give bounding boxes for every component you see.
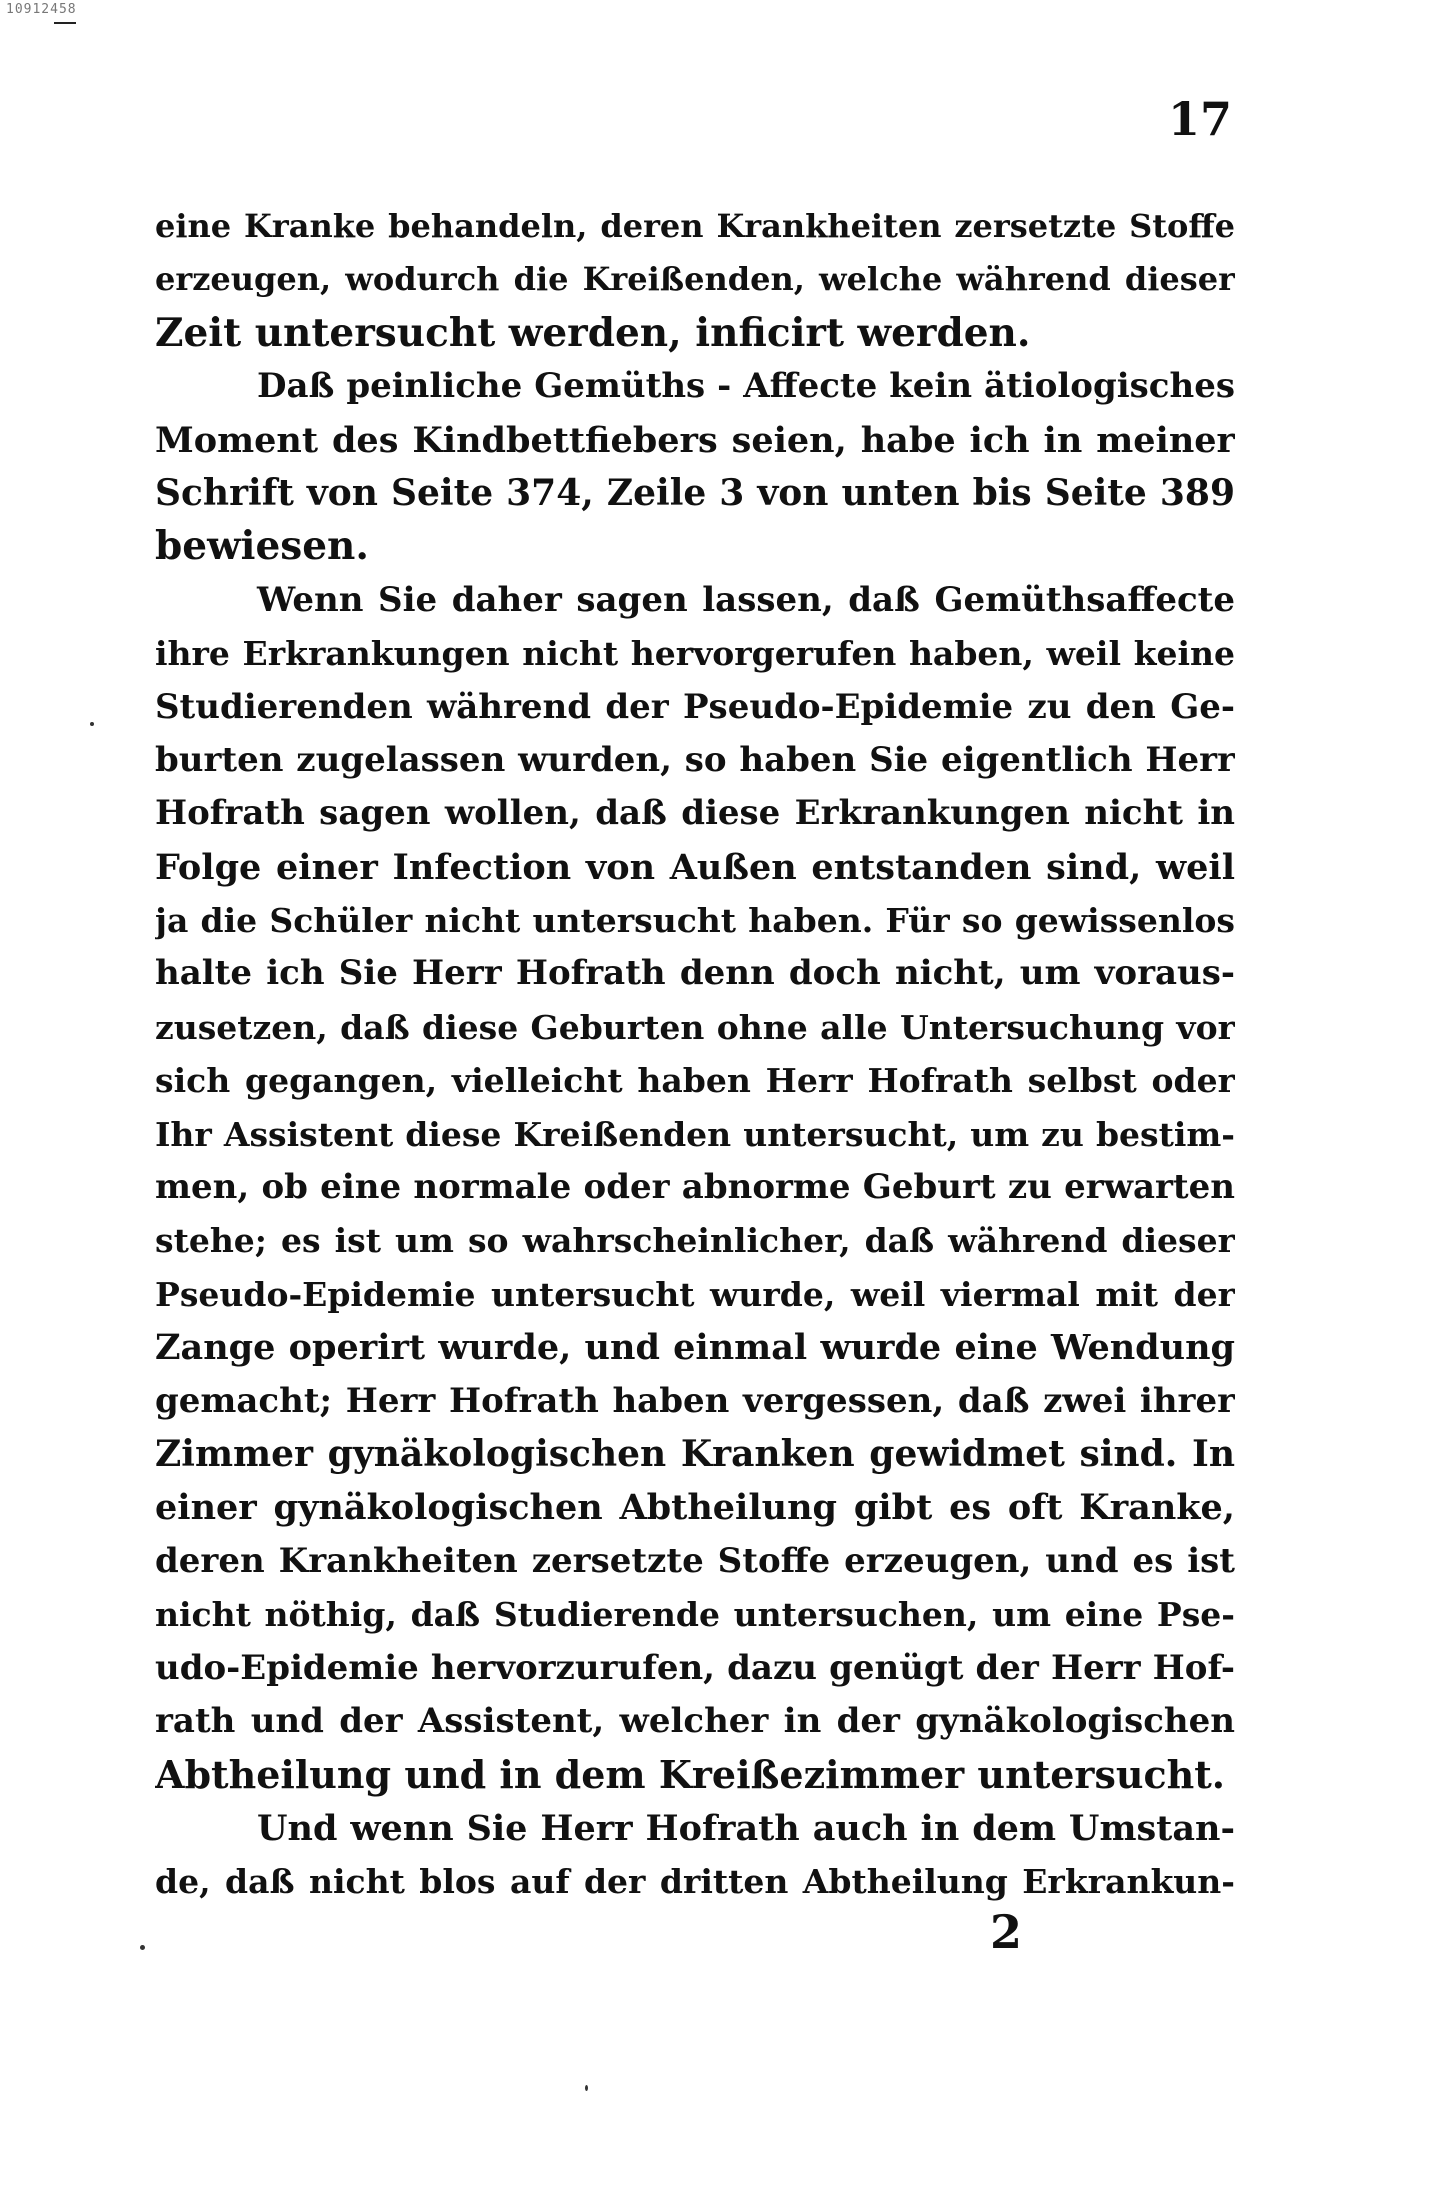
text-line: Moment des Kindbettfiebers seien, habe ich in meiner [155,419,1235,461]
text-line: nicht nöthig, daß Studierende untersuchen, um eine Pse- [155,1595,1235,1635]
ink-speck [90,722,94,726]
text-line: Pseudo-Epidemie untersucht wurde, weil viermal mit der [155,1274,1235,1314]
ink-speck [140,1945,145,1950]
text-line: einer gynäkologischen Abtheilung gibt es oft Kranke, [155,1487,1235,1529]
ink-speck [585,2085,588,2091]
text-line: Zimmer gynäkologischen Kranken gewidmet sind. In [155,1432,1235,1475]
text-line: men, ob eine normale oder abnorme Geburt zu erwarten [155,1167,1235,1208]
text-line: erzeugen, wodurch die Kreißenden, welche während dieser [155,260,1235,299]
text-line: ihre Erkrankungen nicht hervorgerufen haben, weil keine [155,634,1235,674]
text-line: Wenn Sie daher sagen lassen, daß Gemüthsaffecte [257,579,1235,620]
text-line: deren Krankheiten zersetzte Stoffe erzeugen, und es ist [155,1540,1235,1581]
text-line: sich gegangen, vielleicht haben Herr Hofrath selbst oder [155,1061,1235,1101]
page-number: 17 [1167,92,1232,146]
text-line: Schrift von Seite 374, Zeile 3 von unten bis Seite 389 [155,471,1235,514]
text-line: udo-Epidemie hervorzurufen, dazu genügt der Herr Hof- [155,1647,1235,1688]
text-line: Daß peinliche Gemüths - Affecte kein ätiologisches [257,366,1235,407]
text-line: de, daß nicht blos auf der dritten Abtheilung Erkrankun- [155,1862,1235,1902]
text-line: Studierenden während der Pseudo-Epidemie zu den Ge- [155,686,1235,727]
body-text [155,200,1235,1909]
text-line: rath und der Assistent, welcher in der gynäkologischen [155,1700,1235,1741]
text-line: Ihr Assistent diese Kreißenden untersucht, um zu bestim- [155,1114,1235,1154]
text-line: zusetzen, daß diese Geburten ohne alle Untersuchung vor [155,1007,1235,1047]
signature-mark: 2 [990,1905,1023,1959]
text-line: halte ich Sie Herr Hofrath denn doch nicht, um voraus- [155,953,1235,994]
text-line: Folge einer Infection von Außen entstanden sind, weil [155,846,1235,888]
text-line: Und wenn Sie Herr Hofrath auch in dem Umstan- [257,1807,1235,1849]
text-line: Abtheilung und in dem Kreißezimmer untersucht. [155,1752,1226,1798]
text-line: bewiesen. [155,523,369,570]
text-line: ja die Schüler nicht untersucht haben. Für so gewissenlos [155,901,1235,941]
text-line: Zange operirt wurde, und einmal wurde eine Wendung [155,1327,1235,1369]
text-line: Zeit untersucht werden, inficirt werden. [155,309,1031,356]
text-line: stehe; es ist um so wahrscheinlicher, daß während dieser [155,1221,1235,1261]
text-line: eine Kranke behandeln, deren Krankheiten zersetzte Stoffe [155,207,1235,245]
text-line: Hofrath sagen wollen, daß diese Erkrankungen nicht in [155,793,1235,834]
text-line: burten zugelassen wurden, so haben Sie eigentlich Herr [155,739,1235,780]
library-stamp-number: 10912458 [6,2,77,17]
text-line: gemacht; Herr Hofrath haben vergessen, daß zwei ihrer [155,1380,1235,1421]
stamp-rule [54,22,76,24]
